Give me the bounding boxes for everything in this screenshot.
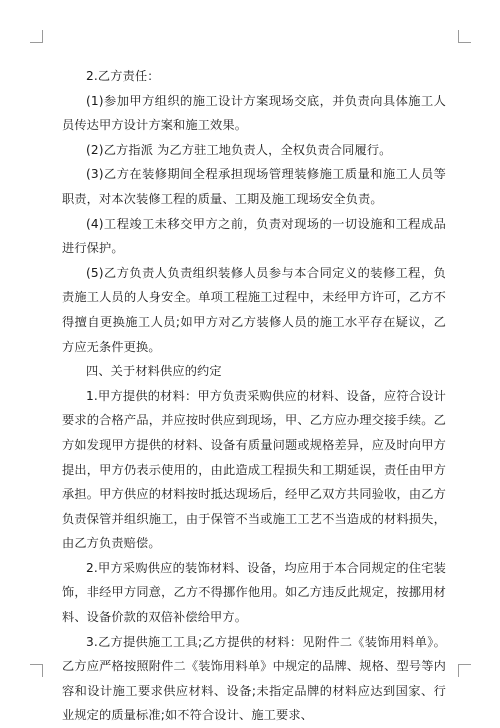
- paragraph-duty-4: (4)工程竣工未移交甲方之前，负责对现场的一切设施和工程成品进行保护。: [62, 216, 446, 256]
- paragraph-duty-1: (1)参加甲方组织的施工设计方案现场交底，并负责向具体施工人员传达甲方设计方案和施工效果。: [62, 93, 446, 133]
- paragraph-duty-2: (2)乙方指派 为乙方驻工地负责人，全权负责合同履行。: [86, 142, 392, 157]
- crop-mark-bottom-right: [458, 664, 471, 677]
- section-heading-material-supply: 四、关于材料供应的约定: [86, 364, 222, 379]
- document-body: [62, 64, 446, 728]
- paragraph-party-b-duties-heading: 2.乙方责任：: [86, 69, 160, 83]
- paragraph-duty-3: (3)乙方在装修期间全程承担现场管理装修施工质量和施工人员等职责，对本次装修工程的质量、工期及施工现场安全负责。: [62, 167, 446, 206]
- paragraph-material-1: 1.甲方提供的材料：甲方负责采购供应的材料、设备，应符合设计要求的合格产品，并应按时供应到现场，甲、乙方应办理交接手续。乙方如发现甲方提供的材料、设备有质量问题或规格差异，应及时向甲方提出，甲方仍表示使用的，由此造成工程损失和工期延误，责任由甲方承担。甲方供应的材料按时抵达现场后，经甲乙双方共同验收，由乙方负责保管并组织施工，由于保管不当或施工工艺不当造成的材料损失，由乙方负责赔偿。: [62, 388, 446, 551]
- crop-mark-bottom-left: [30, 664, 43, 677]
- crop-mark-top-right: [458, 30, 471, 43]
- crop-mark-top-left: [30, 30, 43, 43]
- paragraph-duty-5: (5)乙方负责人负责组织装修人员参与本合同定义的装修工程，负责施工人员的人身安全。单项工程施工过程中，未经甲方许可，乙方不得擅自更换施工人员;如甲方对乙方装修人员的施工水平存在疑议，乙方应无条件更换。: [62, 265, 446, 354]
- paragraph-material-3: 3.乙方提供施工工具;乙方提供的材料：见附件二《装饰用料单》。乙方应严格按照附件二《装饰用料单》中规定的品牌、规格、型号等内容和设计施工要求供应材料、设备;未指定品牌的材料应达到国家、行业规定的质量标准;如不符合设计、施工要求、: [62, 634, 446, 723]
- paragraph-material-2: 2.甲方采购供应的装饰材料、设备，均应用于本合同规定的住宅装饰，非经甲方同意，乙方不得挪作他用。如乙方违反此规定，按挪用材料、设备价款的双倍补偿给甲方。: [62, 560, 446, 625]
